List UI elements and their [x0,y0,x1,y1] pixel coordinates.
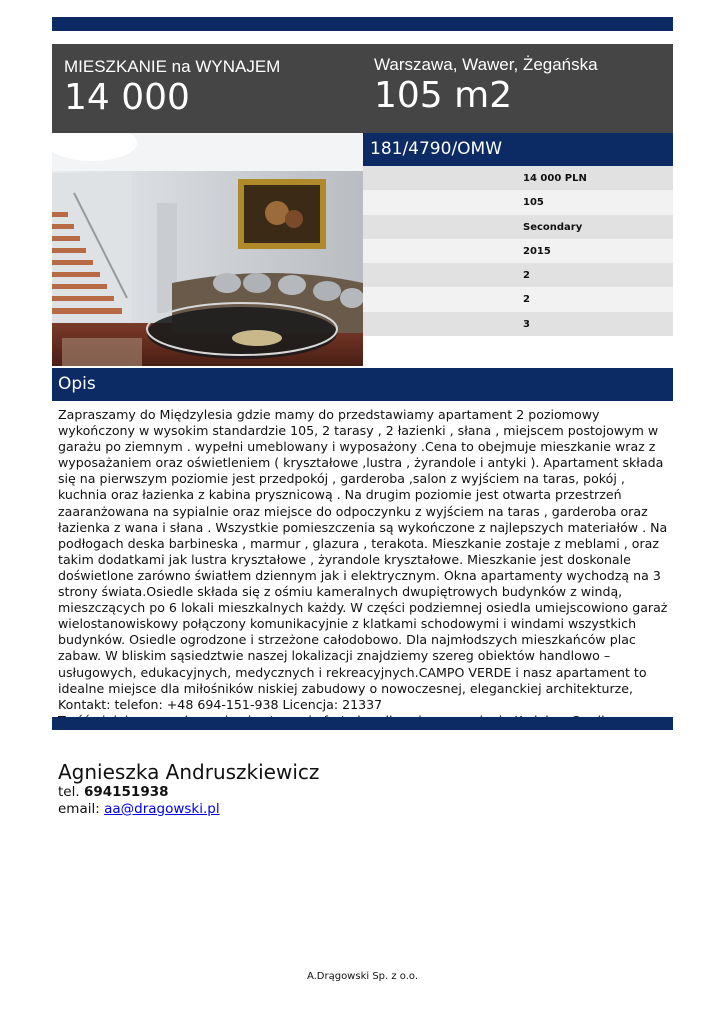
param-value: 2015 [523,245,551,257]
param-row-6 [363,287,673,311]
param-value: 3 [523,318,530,330]
param-value: 2 [523,270,530,282]
footer-company: A.Drągowski Sp. z o.o. [306,971,419,982]
email-label: email: [58,800,100,817]
listing-header [52,44,673,133]
email-line [58,801,658,818]
param-value: 2 [523,294,530,306]
param-row-market [363,215,673,239]
listing-type-label: MIESZKANIE na WYNAJEM [64,57,281,76]
phone-label: tel. [58,784,80,800]
listing-price: 14 000 [64,77,190,118]
phone-number: 694151938 [83,784,169,800]
description-section-bar [52,368,673,401]
listing-id-bar [363,133,673,166]
description-text [58,407,670,729]
header-right [374,54,670,116]
listing-location: Warszawa, Wawer, Żegańska [374,55,598,74]
living-room-image [52,133,363,366]
params-table [363,166,673,336]
bottom-accent-bar [52,717,673,730]
top-accent-bar [52,17,673,31]
header-left [64,56,360,118]
param-row-5 [363,263,673,287]
param-row-area [363,190,673,214]
param-value: 14 000 PLN [523,173,587,184]
description-paragraph: Zapraszamy do Międzylesia gdzie mamy do przedstawiamy apartament 2 poziomowy wykończony w wysokim standardzie 105, 2 tarasy , 2 łazienki , słana , miejscem postojowym w garażu po ziemnym . wypełni umeblowany i wyposażony .Cena to obejmuje mieszkanie wraz z wyposażaniem oraz oświetleniem ( kryształowe ,lustra , żyrandole i antyki ). Apartament składa się na pierwszym poziomie jest przedpokój , garderoba ,salon z wyjściem na taras, pokój , kuchnia oraz łazienka z kabina prysznicową . Na drugim poziomie jest otwarta przestrzeń zaaranżowana na sypialnie oraz miejsce do odpoczynku z wyjściem na taras , garderoba oraz łazienka z wana i słana . Wszystkie pomieszczenia są wykończone z najlepszych materiałów . Na podłogach deska barbineska , marmur , glazura , terakota. Mieszkanie zostaje z meblami , oraz takim dodatkami jak lustra kryształowe , żyrandole kryształowe. Mieszkanie jest doskonale doświetlone zarówno światłem dziennym jak i elektrycznym. Okna apartamenty wychodzą na 3 strony świata.Osiedle składa się z ośmiu kameralnych dwupiętrowych budynków z windą, mieszczących po 6 lokali mieszkalnych każdy. W części podziemnej osiedla umiejscowiono garaż wielostanowiskowy połączony komunikacyjnie z klatkami schodowymi i windami wszystkich budynków. Osiedle ogrodzone i strzeżone całodobowo. Dla najmłodszych mieszkańców plac zabaw. W bliskim sąsiedztwie naszej lokalizacji znajdziemy szereg obiektów handlowo – usługowych, edukacyjnych, medycznych i rekreacyjnych.CAMPO VERDE i nasz apartament to idealne miejsce dla miłośników niskiej zabudowy o nowoczesnej, eleganckiej architekturze, Kontakt: telefon: +48 694-151-938 Licencja: 21337 [58,407,668,712]
description-title: Opis [58,374,96,394]
listing-area: 105 m2 [374,75,513,116]
phone-line [58,784,658,801]
contact-block [58,760,658,817]
param-value: Secondary [523,221,583,233]
param-row-price [363,166,673,190]
param-value: 105 [523,197,544,209]
param-row-7 [363,312,673,336]
agent-name: Agnieszka Andruszkiewicz [58,760,320,784]
listing-id: 181/4790/OMW [370,139,503,159]
property-photo [52,133,363,366]
email-link[interactable]: aa@dragowski.pl [104,800,220,817]
param-row-year [363,239,673,263]
